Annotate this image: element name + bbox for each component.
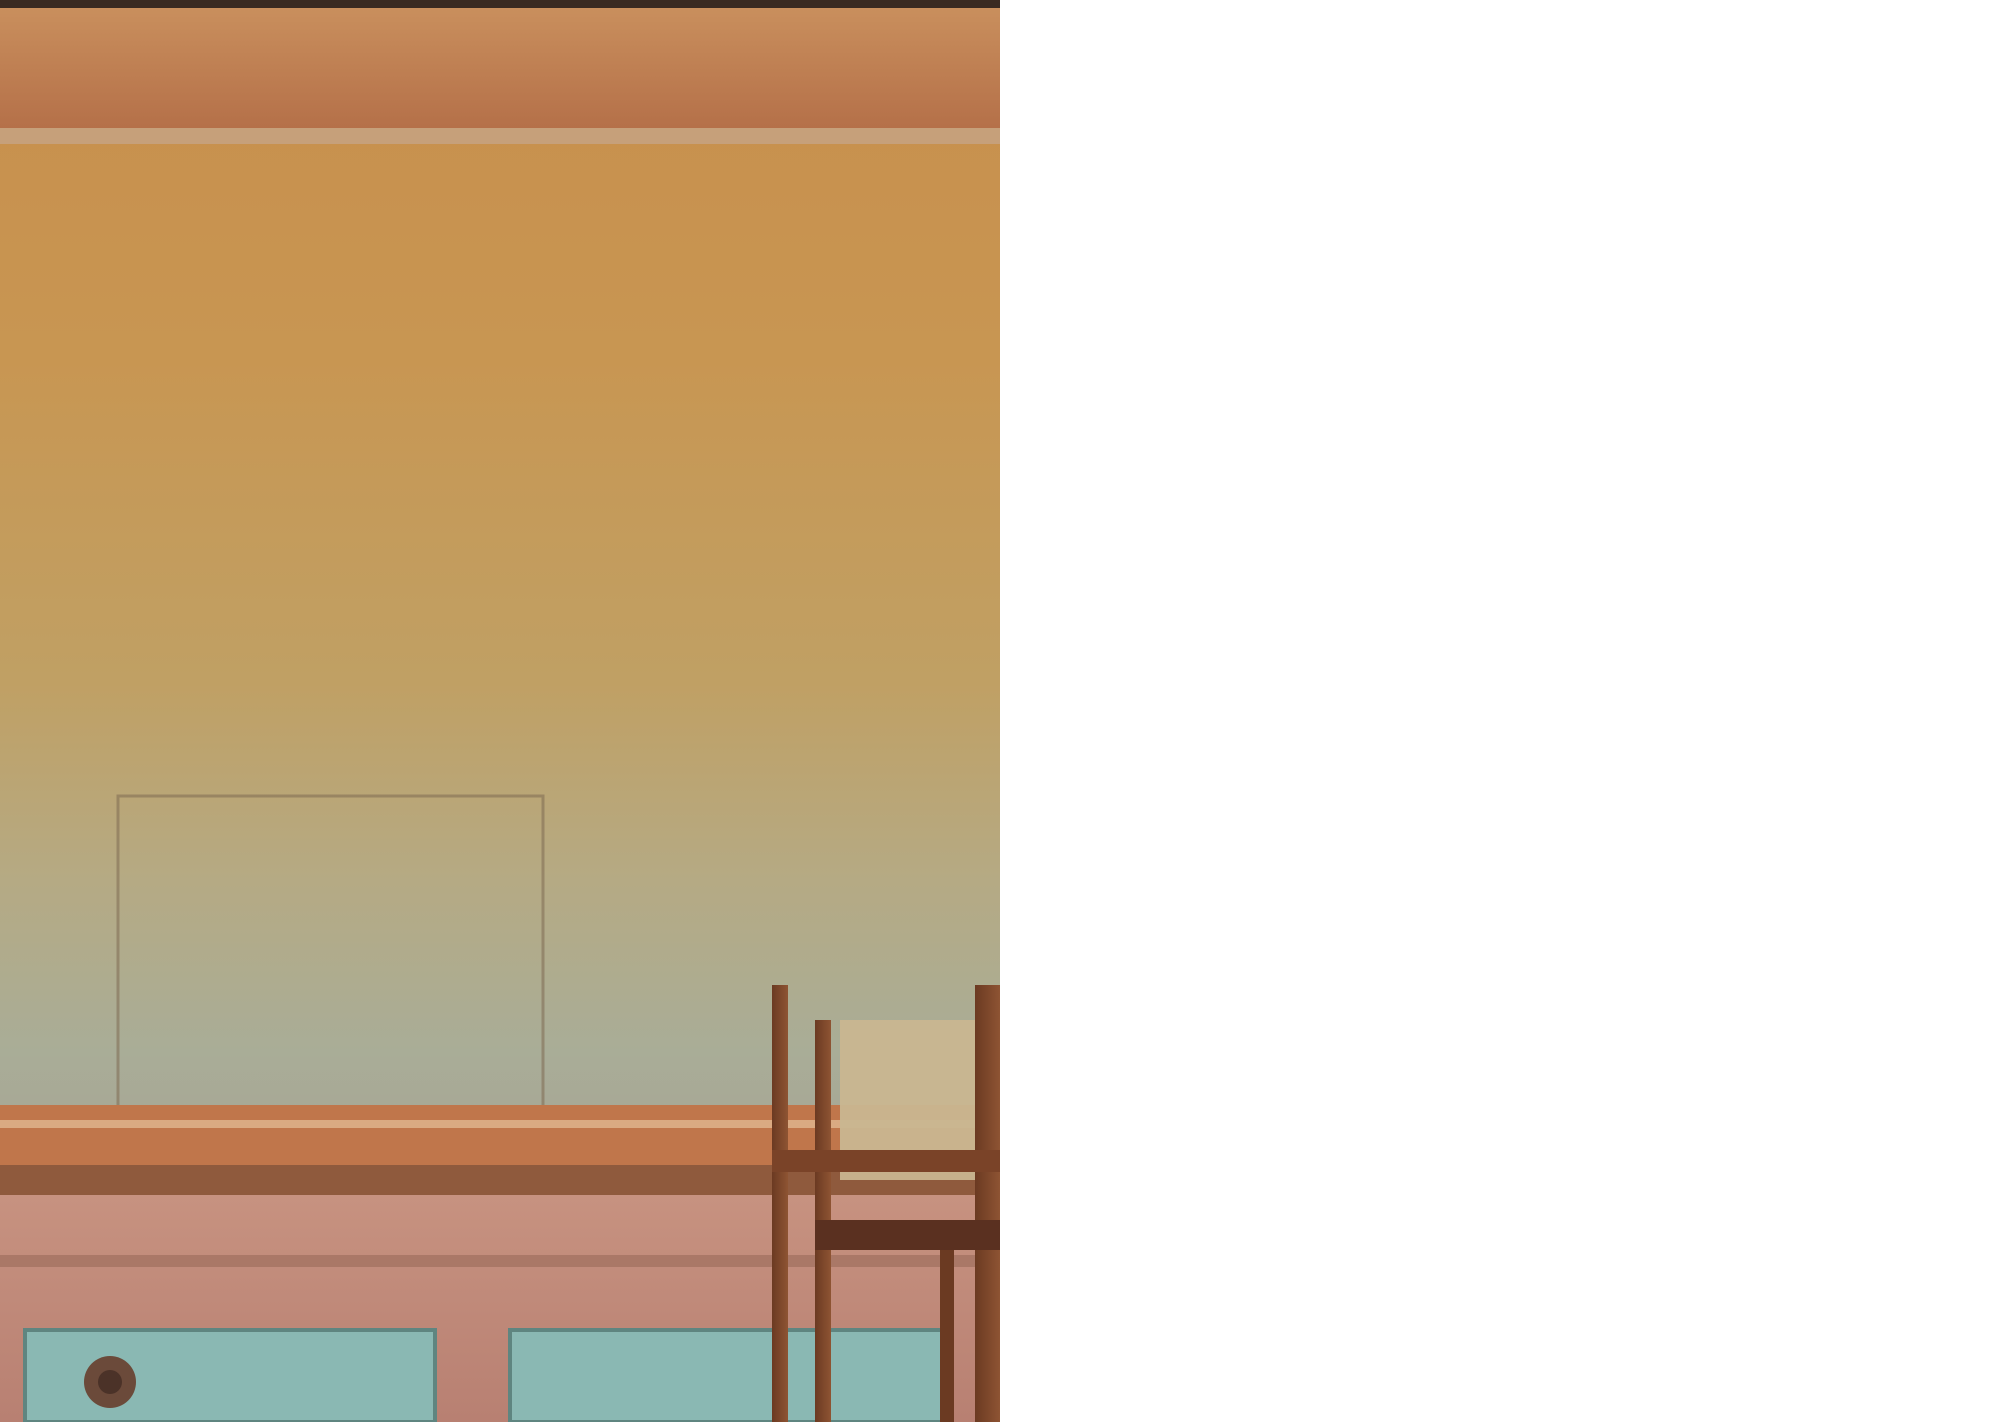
text-page [1000, 0, 2000, 1422]
